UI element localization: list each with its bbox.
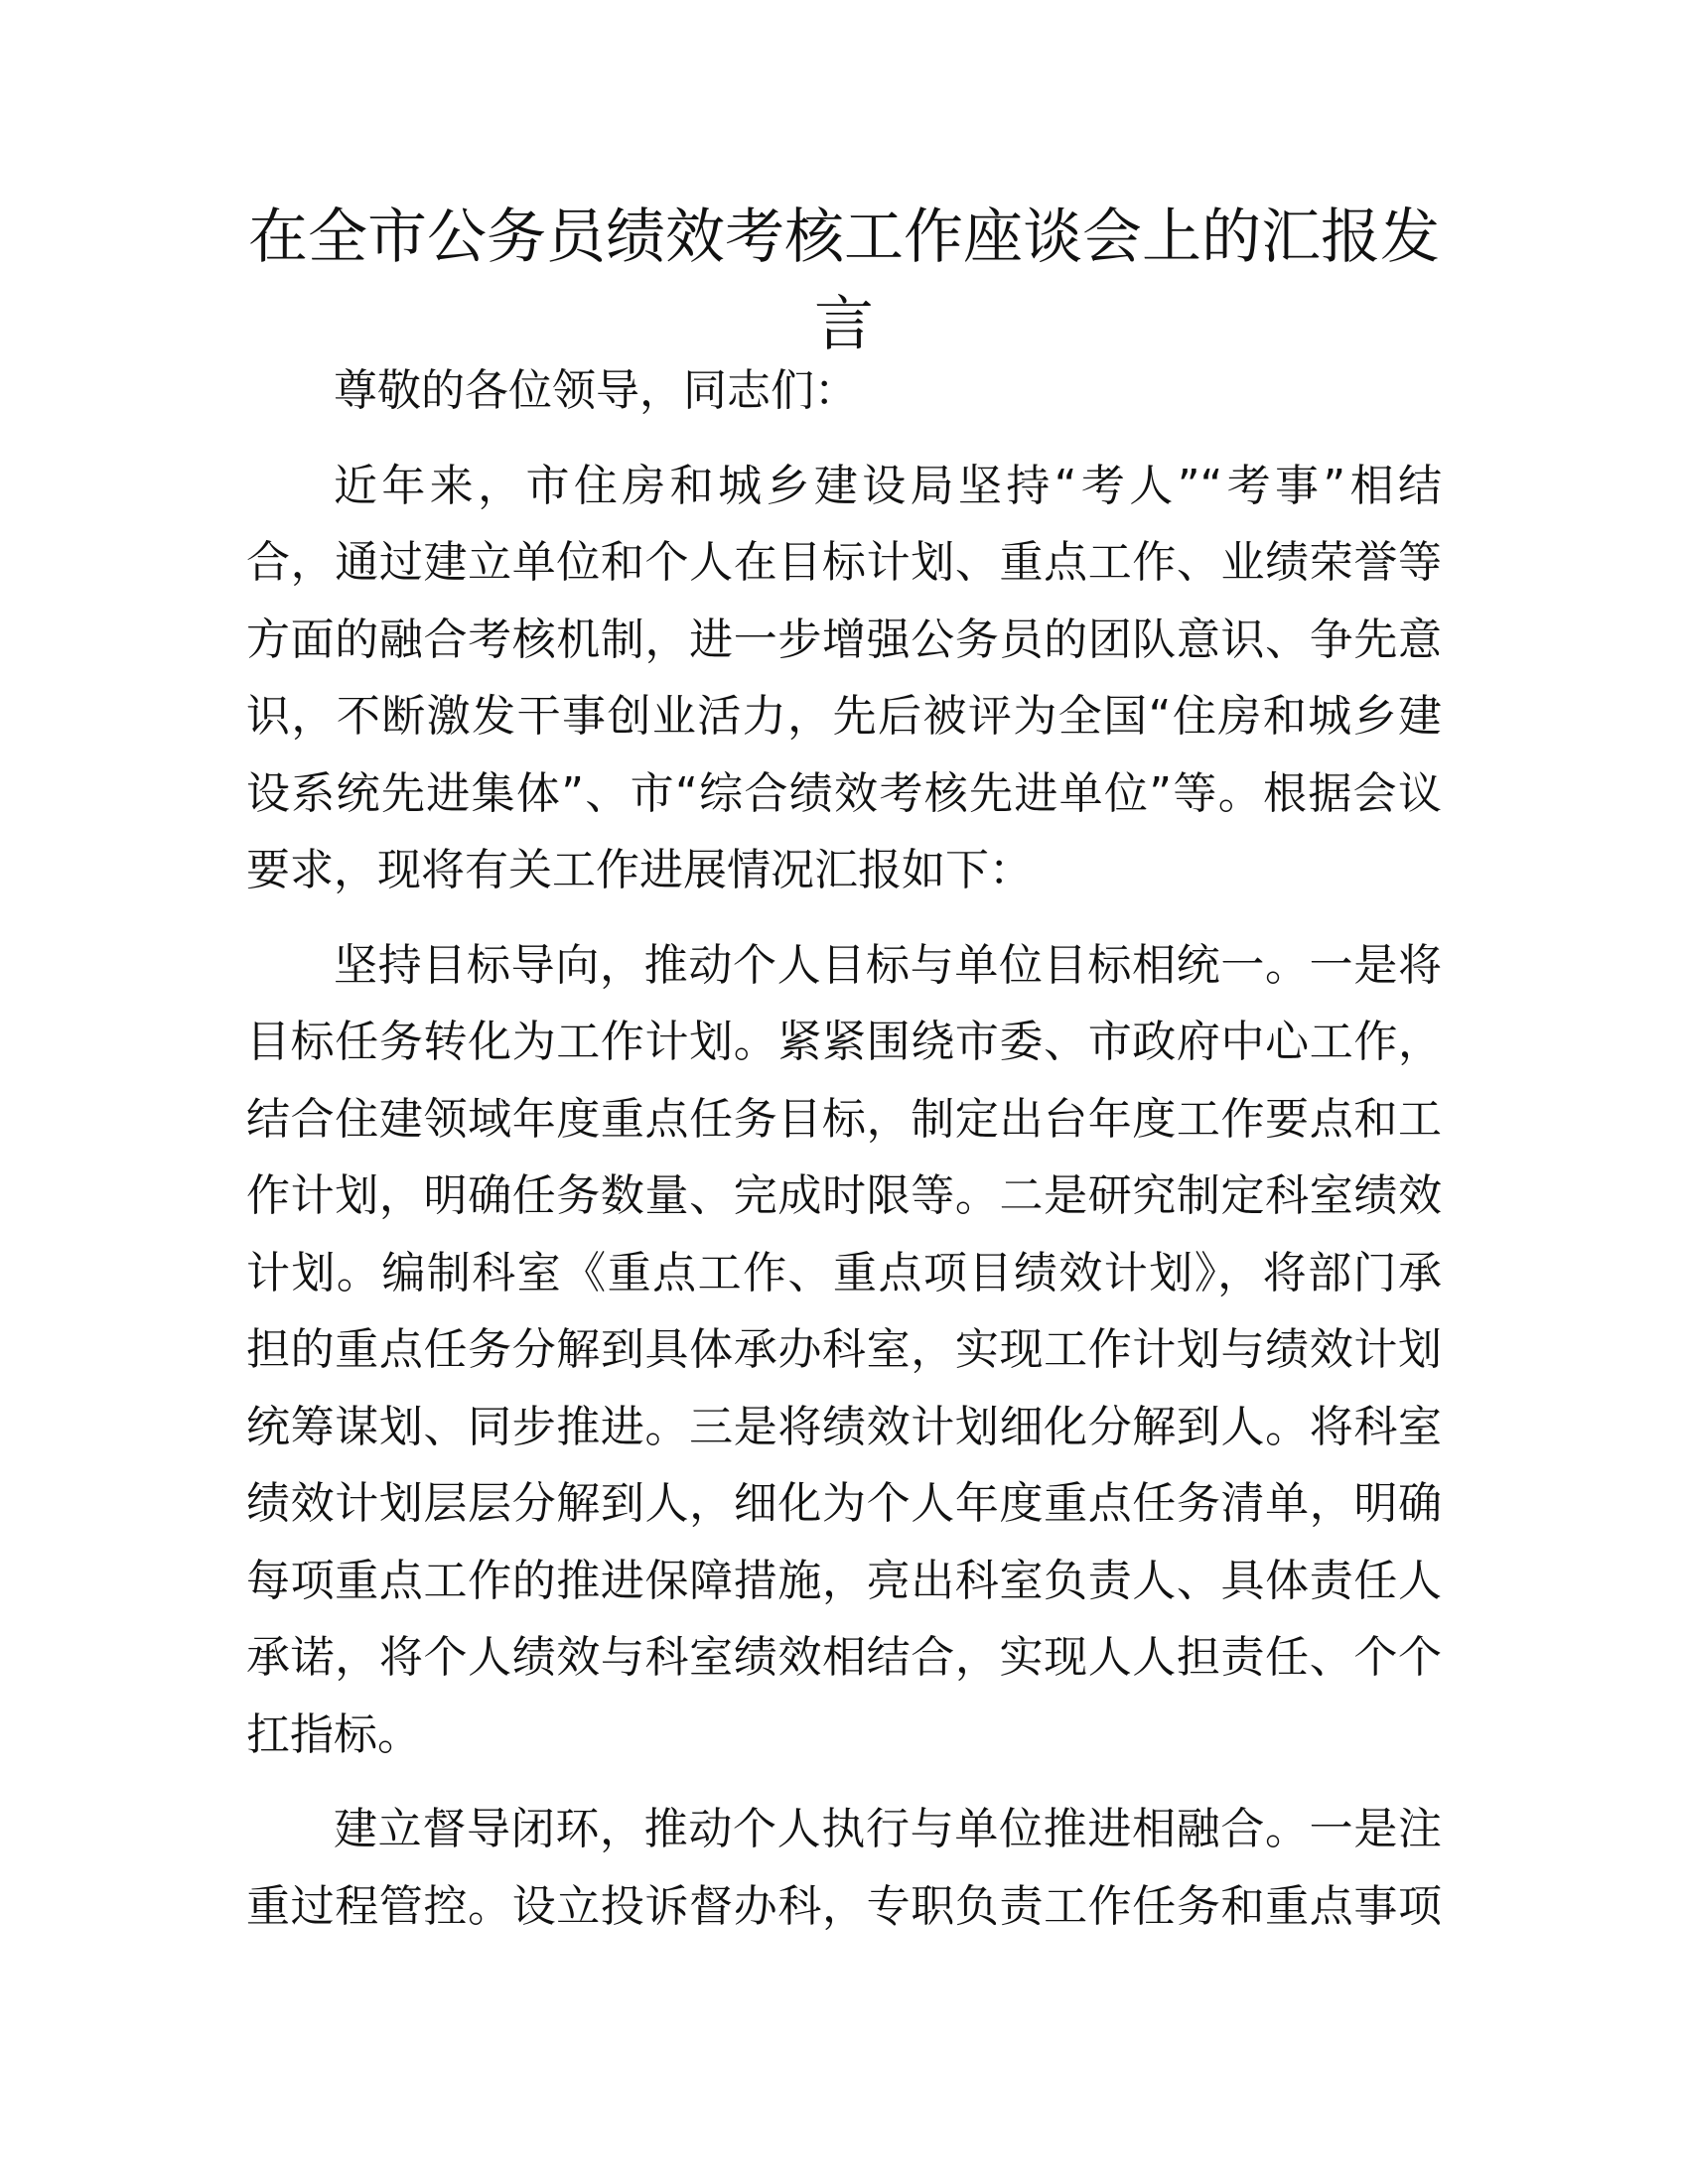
text-line: 每项重点工作的推进保障措施，亮出科室负责人、具体责任人 — [246, 1555, 1442, 1606]
text-line: 统筹谋划、同步推进。三是将绩效计划细化分解到人。将科室 — [246, 1401, 1442, 1452]
greeting-line: 尊敬的各位领导，同志们： — [334, 365, 858, 416]
text-line: 近年来，市住房和城乡建设局坚持“考人”“考事”相结 — [334, 460, 1442, 511]
text-line: 识，不断激发干事创业活力，先后被评为全国“住房和城乡建 — [246, 691, 1442, 742]
title-line-1: 在全市公务员绩效考核工作座谈会上的汇报发 — [248, 203, 1440, 272]
text-line: 合，通过建立单位和个人在目标计划、重点工作、业绩荣誉等 — [246, 537, 1442, 588]
text-line: 绩效计划层层分解到人，细化为个人年度重点任务清单，明确 — [246, 1478, 1442, 1529]
text-line: 方面的融合考核机制，进一步增强公务员的团队意识、争先意 — [246, 614, 1442, 665]
text-line: 坚持目标导向，推动个人目标与单位目标相统一。一是将 — [334, 939, 1442, 991]
paragraph-goal-orientation — [246, 927, 1442, 1774]
paragraph-supervision — [246, 1791, 1442, 1945]
text-line: 建立督导闭环，推动个人执行与单位推进相融合。一是注 — [334, 1804, 1442, 1854]
document-title — [248, 194, 1440, 368]
text-line: 计划。编制科室《重点工作、重点项目绩效计划》，将部门承 — [246, 1247, 1442, 1298]
text-line: 要求，现将有关工作进展情况汇报如下： — [246, 845, 1033, 895]
title-line-2: 言 — [814, 290, 874, 359]
text-line: 结合住建领域年度重点任务目标，制定出台年度工作要点和工 — [246, 1093, 1442, 1145]
text-line: 承诺，将个人绩效与科室绩效相结合，实现人人担责任、个个 — [246, 1632, 1442, 1683]
text-line: 目标任务转化为工作计划。紧紧围绕市委、市政府中心工作， — [246, 1017, 1442, 1067]
greeting-paragraph — [246, 352, 1442, 430]
text-line: 设系统先进集体”、市“综合绩效考核先进单位”等。根据会议 — [246, 767, 1442, 819]
document-body — [246, 352, 1442, 1963]
text-line: 担的重点任务分解到具体承办科室，实现工作计划与绩效计划 — [246, 1324, 1442, 1375]
text-line: 重过程管控。设立投诉督办科，专职负责工作任务和重点事项 — [246, 1880, 1442, 1932]
text-line: 扛指标。 — [246, 1708, 421, 1760]
paragraph-intro — [246, 448, 1442, 909]
text-line: 作计划，明确任务数量、完成时限等。二是研究制定科室绩效 — [246, 1170, 1442, 1221]
